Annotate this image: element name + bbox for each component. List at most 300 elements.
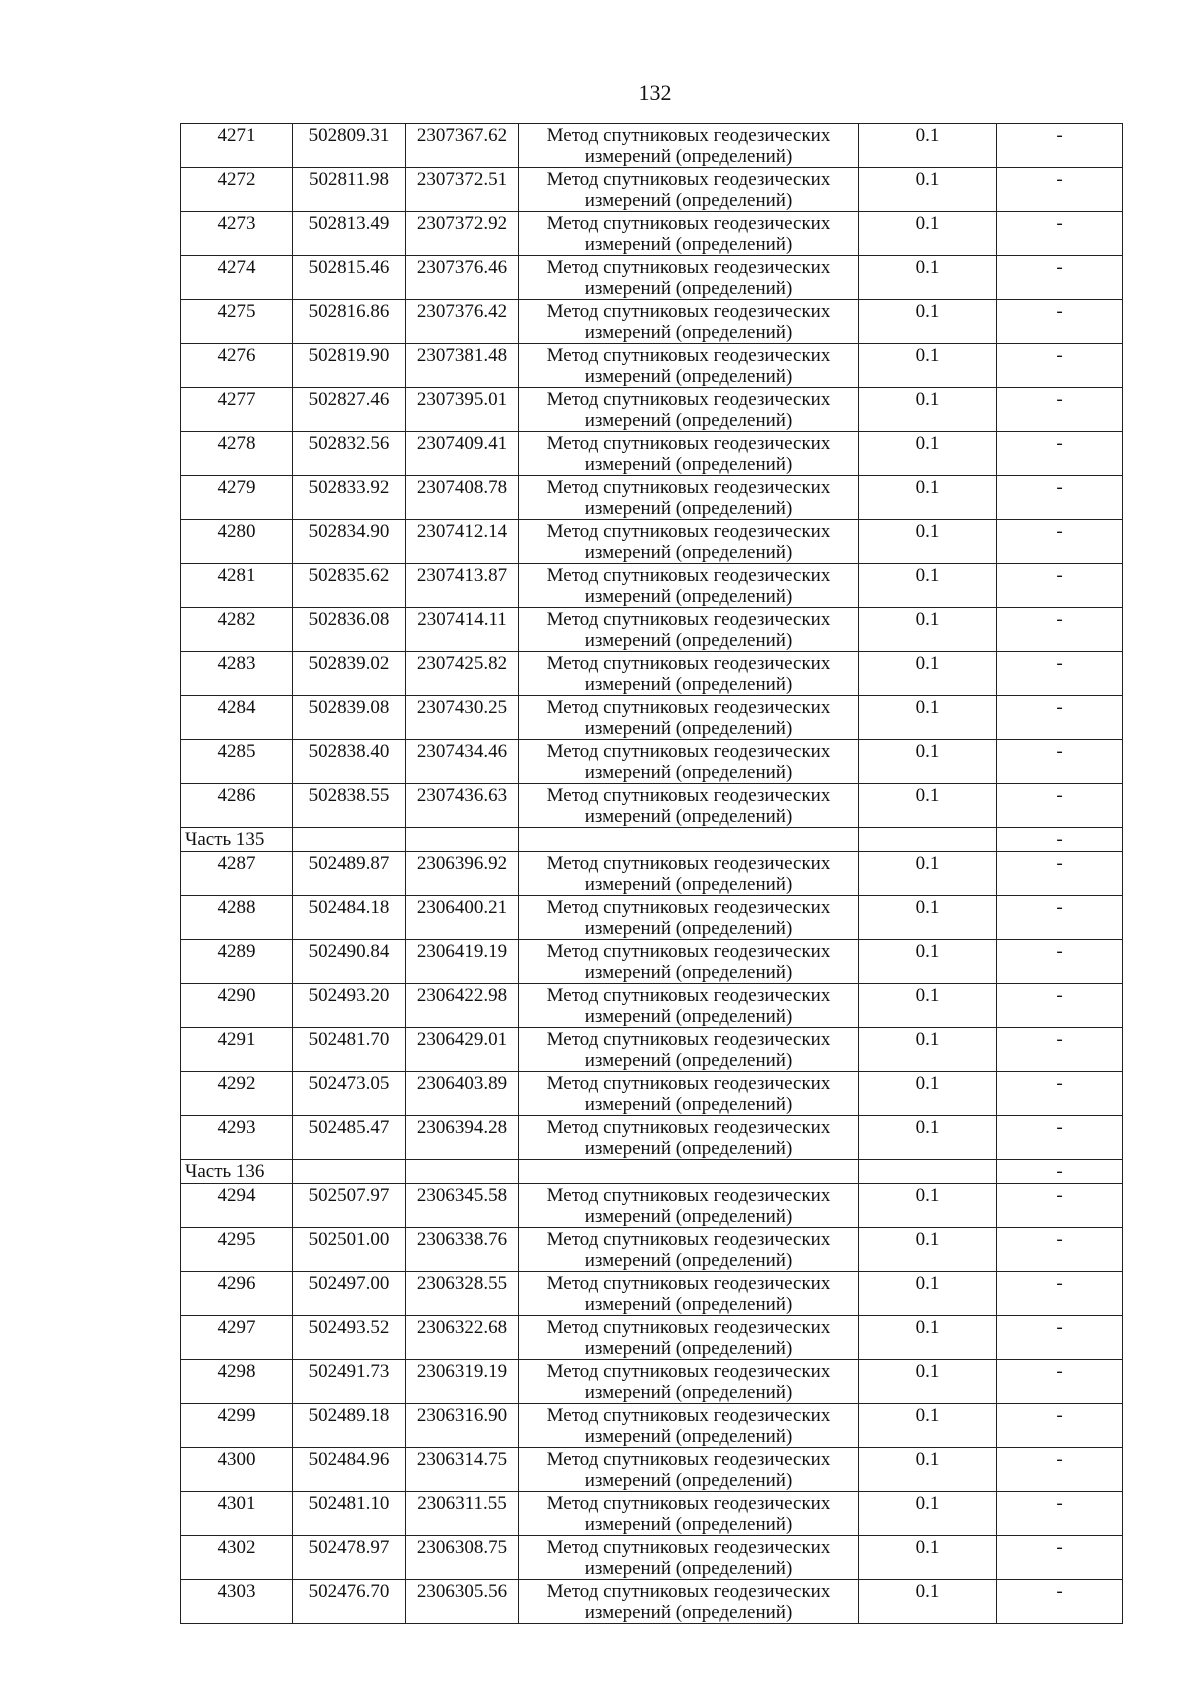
empty-cell — [859, 1160, 997, 1184]
method-cell — [519, 432, 859, 476]
y-coordinate-cell: 2307413.87 — [406, 564, 519, 608]
description-cell: - — [997, 476, 1123, 520]
method-line-2: измерений (определений) — [584, 918, 793, 939]
accuracy-cell: 0.1 — [859, 984, 997, 1028]
point-number-cell: 4281 — [181, 564, 293, 608]
point-number-cell: 4272 — [181, 168, 293, 212]
accuracy-cell: 0.1 — [859, 896, 997, 940]
y-coordinate-cell: 2307376.42 — [406, 300, 519, 344]
description-cell: - — [997, 1116, 1123, 1160]
table-row — [181, 388, 1123, 432]
point-number-cell: 4288 — [181, 896, 293, 940]
method-line-1: Метод спутниковых геодезических — [546, 1229, 831, 1250]
method-line-1: Метод спутниковых геодезических — [546, 1581, 831, 1602]
y-coordinate-cell: 2307367.62 — [406, 124, 519, 168]
y-coordinate-cell: 2306396.92 — [406, 852, 519, 896]
x-coordinate-cell: 502811.98 — [293, 168, 406, 212]
method-line-1: Метод спутниковых геодезических — [546, 609, 831, 630]
point-number-cell: 4291 — [181, 1028, 293, 1072]
y-coordinate-cell: 2306429.01 — [406, 1028, 519, 1072]
method-cell — [519, 1272, 859, 1316]
accuracy-cell: 0.1 — [859, 740, 997, 784]
x-coordinate-cell: 502507.97 — [293, 1184, 406, 1228]
method-cell — [519, 896, 859, 940]
method-line-1: Метод спутниковых геодезических — [546, 1537, 831, 1558]
x-coordinate-cell: 502493.52 — [293, 1316, 406, 1360]
table-row — [181, 1116, 1123, 1160]
y-coordinate-cell: 2306422.98 — [406, 984, 519, 1028]
method-line-2: измерений (определений) — [584, 410, 793, 431]
y-coordinate-cell: 2307381.48 — [406, 344, 519, 388]
accuracy-cell: 0.1 — [859, 564, 997, 608]
x-coordinate-cell: 502501.00 — [293, 1228, 406, 1272]
method-line-2: измерений (определений) — [584, 234, 793, 255]
point-number-cell: 4273 — [181, 212, 293, 256]
method-line-1: Метод спутниковых геодезических — [546, 785, 831, 806]
part-header-row — [181, 828, 1123, 852]
description-cell: - — [997, 696, 1123, 740]
table-row — [181, 168, 1123, 212]
accuracy-cell: 0.1 — [859, 256, 997, 300]
accuracy-cell: 0.1 — [859, 1448, 997, 1492]
accuracy-cell: 0.1 — [859, 432, 997, 476]
accuracy-cell: 0.1 — [859, 344, 997, 388]
accuracy-cell: 0.1 — [859, 520, 997, 564]
method-line-2: измерений (определений) — [584, 630, 793, 651]
method-line-2: измерений (определений) — [584, 586, 793, 607]
y-coordinate-cell: 2306328.55 — [406, 1272, 519, 1316]
accuracy-cell: 0.1 — [859, 1360, 997, 1404]
y-coordinate-cell: 2306400.21 — [406, 896, 519, 940]
method-line-2: измерений (определений) — [584, 498, 793, 519]
point-number-cell: 4287 — [181, 852, 293, 896]
accuracy-cell: 0.1 — [859, 940, 997, 984]
x-coordinate-cell: 502490.84 — [293, 940, 406, 984]
point-number-cell: 4277 — [181, 388, 293, 432]
method-line-2: измерений (определений) — [584, 1426, 793, 1447]
method-line-1: Метод спутниковых геодезических — [546, 1493, 831, 1514]
part-label: Часть 135 — [181, 828, 293, 852]
description-cell: - — [997, 1072, 1123, 1116]
y-coordinate-cell: 2307412.14 — [406, 520, 519, 564]
description-cell: - — [997, 852, 1123, 896]
method-cell — [519, 1580, 859, 1624]
method-line-1: Метод спутниковых геодезических — [546, 345, 831, 366]
method-cell — [519, 1228, 859, 1272]
x-coordinate-cell: 502827.46 — [293, 388, 406, 432]
x-coordinate-cell: 502813.49 — [293, 212, 406, 256]
method-line-2: измерений (определений) — [584, 1206, 793, 1227]
accuracy-cell: 0.1 — [859, 388, 997, 432]
point-number-cell: 4294 — [181, 1184, 293, 1228]
method-cell — [519, 300, 859, 344]
x-coordinate-cell: 502476.70 — [293, 1580, 406, 1624]
y-coordinate-cell: 2307395.01 — [406, 388, 519, 432]
description-cell: - — [997, 1492, 1123, 1536]
coordinates-table — [180, 123, 1123, 1624]
method-cell — [519, 740, 859, 784]
method-line-1: Метод спутниковых геодезических — [546, 1449, 831, 1470]
method-line-1: Метод спутниковых геодезических — [546, 389, 831, 410]
table-row — [181, 784, 1123, 828]
point-number-cell: 4296 — [181, 1272, 293, 1316]
x-coordinate-cell: 502816.86 — [293, 300, 406, 344]
description-cell: - — [997, 984, 1123, 1028]
method-cell — [519, 1072, 859, 1116]
description-cell: - — [997, 1272, 1123, 1316]
method-line-1: Метод спутниковых геодезических — [546, 477, 831, 498]
table-row — [181, 344, 1123, 388]
table-row — [181, 940, 1123, 984]
point-number-cell: 4297 — [181, 1316, 293, 1360]
empty-cell — [293, 1160, 406, 1184]
accuracy-cell: 0.1 — [859, 696, 997, 740]
table-row — [181, 896, 1123, 940]
x-coordinate-cell: 502489.87 — [293, 852, 406, 896]
table-row — [181, 1184, 1123, 1228]
point-number-cell: 4280 — [181, 520, 293, 564]
y-coordinate-cell: 2306308.75 — [406, 1536, 519, 1580]
description-cell: - — [997, 300, 1123, 344]
method-cell — [519, 1360, 859, 1404]
method-cell — [519, 652, 859, 696]
x-coordinate-cell: 502839.02 — [293, 652, 406, 696]
method-line-1: Метод спутниковых геодезических — [546, 853, 831, 874]
x-coordinate-cell: 502484.96 — [293, 1448, 406, 1492]
table-row — [181, 300, 1123, 344]
accuracy-cell: 0.1 — [859, 476, 997, 520]
description-cell: - — [997, 1360, 1123, 1404]
point-number-cell: 4292 — [181, 1072, 293, 1116]
y-coordinate-cell: 2306316.90 — [406, 1404, 519, 1448]
method-line-1: Метод спутниковых геодезических — [546, 653, 831, 674]
description-cell: - — [997, 256, 1123, 300]
method-line-1: Метод спутниковых геодезических — [546, 213, 831, 234]
x-coordinate-cell: 502489.18 — [293, 1404, 406, 1448]
method-line-2: измерений (определений) — [584, 1602, 793, 1623]
method-line-1: Метод спутниковых геодезических — [546, 521, 831, 542]
point-number-cell: 4289 — [181, 940, 293, 984]
point-number-cell: 4301 — [181, 1492, 293, 1536]
y-coordinate-cell: 2307376.46 — [406, 256, 519, 300]
method-line-2: измерений (определений) — [584, 806, 793, 827]
y-coordinate-cell: 2306305.56 — [406, 1580, 519, 1624]
method-cell — [519, 1448, 859, 1492]
method-cell — [519, 1184, 859, 1228]
point-number-cell: 4284 — [181, 696, 293, 740]
x-coordinate-cell: 502815.46 — [293, 256, 406, 300]
y-coordinate-cell: 2307372.92 — [406, 212, 519, 256]
accuracy-cell: 0.1 — [859, 1228, 997, 1272]
description-cell: - — [997, 1536, 1123, 1580]
x-coordinate-cell: 502832.56 — [293, 432, 406, 476]
point-number-cell: 4298 — [181, 1360, 293, 1404]
accuracy-cell: 0.1 — [859, 124, 997, 168]
description-cell: - — [997, 1028, 1123, 1072]
table-row — [181, 1272, 1123, 1316]
part-label: Часть 136 — [181, 1160, 293, 1184]
coordinates-table-body — [181, 124, 1123, 1624]
y-coordinate-cell: 2307430.25 — [406, 696, 519, 740]
method-line-2: измерений (определений) — [584, 146, 793, 167]
method-cell — [519, 564, 859, 608]
method-line-2: измерений (определений) — [584, 1470, 793, 1491]
method-cell — [519, 1116, 859, 1160]
accuracy-cell: 0.1 — [859, 652, 997, 696]
description-cell: - — [997, 432, 1123, 476]
accuracy-cell: 0.1 — [859, 1492, 997, 1536]
description-cell: - — [997, 1316, 1123, 1360]
description-cell: - — [997, 828, 1123, 852]
method-cell — [519, 696, 859, 740]
point-number-cell: 4299 — [181, 1404, 293, 1448]
method-line-2: измерений (определений) — [584, 1338, 793, 1359]
method-line-1: Метод спутниковых геодезических — [546, 1117, 831, 1138]
empty-cell — [519, 828, 859, 852]
description-cell: - — [997, 1448, 1123, 1492]
method-cell — [519, 168, 859, 212]
x-coordinate-cell: 502481.70 — [293, 1028, 406, 1072]
y-coordinate-cell: 2307408.78 — [406, 476, 519, 520]
method-line-1: Метод спутниковых геодезических — [546, 257, 831, 278]
table-row — [181, 1316, 1123, 1360]
y-coordinate-cell: 2306419.19 — [406, 940, 519, 984]
x-coordinate-cell: 502491.73 — [293, 1360, 406, 1404]
description-cell: - — [997, 652, 1123, 696]
x-coordinate-cell: 502485.47 — [293, 1116, 406, 1160]
description-cell: - — [997, 564, 1123, 608]
accuracy-cell: 0.1 — [859, 1072, 997, 1116]
table-row — [181, 1028, 1123, 1072]
accuracy-cell: 0.1 — [859, 784, 997, 828]
method-cell — [519, 256, 859, 300]
description-cell: - — [997, 740, 1123, 784]
method-line-1: Метод спутниковых геодезических — [546, 985, 831, 1006]
method-line-2: измерений (определений) — [584, 542, 793, 563]
x-coordinate-cell: 502493.20 — [293, 984, 406, 1028]
table-row — [181, 1072, 1123, 1116]
x-coordinate-cell: 502809.31 — [293, 124, 406, 168]
accuracy-cell: 0.1 — [859, 608, 997, 652]
accuracy-cell: 0.1 — [859, 1404, 997, 1448]
method-cell — [519, 940, 859, 984]
table-row — [181, 1580, 1123, 1624]
method-line-1: Метод спутниковых геодезических — [546, 565, 831, 586]
description-cell: - — [997, 1184, 1123, 1228]
description-cell: - — [997, 124, 1123, 168]
description-cell: - — [997, 212, 1123, 256]
accuracy-cell: 0.1 — [859, 1272, 997, 1316]
accuracy-cell: 0.1 — [859, 1316, 997, 1360]
method-cell — [519, 1404, 859, 1448]
method-cell — [519, 984, 859, 1028]
x-coordinate-cell: 502838.40 — [293, 740, 406, 784]
method-line-2: измерений (определений) — [584, 962, 793, 983]
point-number-cell: 4286 — [181, 784, 293, 828]
description-cell: - — [997, 1580, 1123, 1624]
x-coordinate-cell: 502497.00 — [293, 1272, 406, 1316]
y-coordinate-cell: 2307425.82 — [406, 652, 519, 696]
empty-cell — [519, 1160, 859, 1184]
method-line-2: измерений (определений) — [584, 1094, 793, 1115]
x-coordinate-cell: 502839.08 — [293, 696, 406, 740]
point-number-cell: 4293 — [181, 1116, 293, 1160]
y-coordinate-cell: 2306345.58 — [406, 1184, 519, 1228]
point-number-cell: 4303 — [181, 1580, 293, 1624]
table-row — [181, 1404, 1123, 1448]
point-number-cell: 4285 — [181, 740, 293, 784]
x-coordinate-cell: 502481.10 — [293, 1492, 406, 1536]
y-coordinate-cell: 2306403.89 — [406, 1072, 519, 1116]
method-line-1: Метод спутниковых геодезических — [546, 1185, 831, 1206]
point-number-cell: 4275 — [181, 300, 293, 344]
method-line-1: Метод спутниковых геодезических — [546, 1273, 831, 1294]
x-coordinate-cell: 502484.18 — [293, 896, 406, 940]
method-line-2: измерений (определений) — [584, 718, 793, 739]
method-line-2: измерений (определений) — [584, 190, 793, 211]
method-line-2: измерений (определений) — [584, 322, 793, 343]
point-number-cell: 4290 — [181, 984, 293, 1028]
table-row — [181, 1360, 1123, 1404]
accuracy-cell: 0.1 — [859, 168, 997, 212]
y-coordinate-cell: 2307436.63 — [406, 784, 519, 828]
y-coordinate-cell: 2306338.76 — [406, 1228, 519, 1272]
empty-cell — [859, 828, 997, 852]
table-row — [181, 608, 1123, 652]
part-header-row — [181, 1160, 1123, 1184]
table-row — [181, 740, 1123, 784]
method-cell — [519, 520, 859, 564]
description-cell: - — [997, 520, 1123, 564]
method-cell — [519, 1536, 859, 1580]
description-cell: - — [997, 608, 1123, 652]
point-number-cell: 4302 — [181, 1536, 293, 1580]
method-cell — [519, 212, 859, 256]
accuracy-cell: 0.1 — [859, 1184, 997, 1228]
method-line-2: измерений (определений) — [584, 674, 793, 695]
table-row — [181, 1492, 1123, 1536]
y-coordinate-cell: 2306322.68 — [406, 1316, 519, 1360]
method-cell — [519, 608, 859, 652]
description-cell: - — [997, 1160, 1123, 1184]
method-line-1: Метод спутниковых геодезических — [546, 1405, 831, 1426]
accuracy-cell: 0.1 — [859, 1116, 997, 1160]
accuracy-cell: 0.1 — [859, 300, 997, 344]
x-coordinate-cell: 502833.92 — [293, 476, 406, 520]
method-cell — [519, 1028, 859, 1072]
method-line-2: измерений (определений) — [584, 1050, 793, 1071]
x-coordinate-cell: 502473.05 — [293, 1072, 406, 1116]
accuracy-cell: 0.1 — [859, 852, 997, 896]
y-coordinate-cell: 2306311.55 — [406, 1492, 519, 1536]
method-line-2: измерений (определений) — [584, 1006, 793, 1027]
method-cell — [519, 1316, 859, 1360]
table-row — [181, 984, 1123, 1028]
point-number-cell: 4295 — [181, 1228, 293, 1272]
table-row — [181, 696, 1123, 740]
method-line-2: измерений (определений) — [584, 1558, 793, 1579]
method-line-2: измерений (определений) — [584, 1250, 793, 1271]
method-line-1: Метод спутниковых геодезических — [546, 697, 831, 718]
method-line-1: Метод спутниковых геодезических — [546, 169, 831, 190]
table-row — [181, 852, 1123, 896]
method-line-2: измерений (определений) — [584, 762, 793, 783]
description-cell: - — [997, 168, 1123, 212]
y-coordinate-cell: 2307372.51 — [406, 168, 519, 212]
point-number-cell: 4278 — [181, 432, 293, 476]
point-number-cell: 4283 — [181, 652, 293, 696]
x-coordinate-cell: 502836.08 — [293, 608, 406, 652]
point-number-cell: 4282 — [181, 608, 293, 652]
table-row — [181, 256, 1123, 300]
y-coordinate-cell: 2306394.28 — [406, 1116, 519, 1160]
method-cell — [519, 476, 859, 520]
method-line-2: измерений (определений) — [584, 1382, 793, 1403]
y-coordinate-cell: 2307414.11 — [406, 608, 519, 652]
accuracy-cell: 0.1 — [859, 1580, 997, 1624]
x-coordinate-cell: 502478.97 — [293, 1536, 406, 1580]
method-line-1: Метод спутниковых геодезических — [546, 941, 831, 962]
method-line-1: Метод спутниковых геодезических — [546, 1361, 831, 1382]
page-number: 132 — [638, 80, 672, 105]
table-row — [181, 476, 1123, 520]
method-cell — [519, 784, 859, 828]
table-row — [181, 652, 1123, 696]
method-line-2: измерений (определений) — [584, 1138, 793, 1159]
point-number-cell: 4274 — [181, 256, 293, 300]
method-line-1: Метод спутниковых геодезических — [546, 1029, 831, 1050]
x-coordinate-cell: 502835.62 — [293, 564, 406, 608]
description-cell: - — [997, 388, 1123, 432]
empty-cell — [406, 1160, 519, 1184]
x-coordinate-cell: 502838.55 — [293, 784, 406, 828]
y-coordinate-cell: 2306319.19 — [406, 1360, 519, 1404]
table-row — [181, 1536, 1123, 1580]
point-number-cell: 4300 — [181, 1448, 293, 1492]
method-cell — [519, 344, 859, 388]
x-coordinate-cell: 502819.90 — [293, 344, 406, 388]
description-cell: - — [997, 784, 1123, 828]
y-coordinate-cell: 2307409.41 — [406, 432, 519, 476]
y-coordinate-cell: 2307434.46 — [406, 740, 519, 784]
table-row — [181, 1228, 1123, 1272]
method-line-1: Метод спутниковых геодезических — [546, 125, 831, 146]
empty-cell — [293, 828, 406, 852]
method-line-1: Метод спутниковых геодезических — [546, 741, 831, 762]
method-cell — [519, 388, 859, 432]
description-cell: - — [997, 1404, 1123, 1448]
point-number-cell: 4276 — [181, 344, 293, 388]
point-number-cell: 4279 — [181, 476, 293, 520]
y-coordinate-cell: 2306314.75 — [406, 1448, 519, 1492]
method-cell — [519, 852, 859, 896]
table-row — [181, 432, 1123, 476]
description-cell: - — [997, 896, 1123, 940]
method-line-2: измерений (определений) — [584, 366, 793, 387]
description-cell: - — [997, 1228, 1123, 1272]
empty-cell — [406, 828, 519, 852]
description-cell: - — [997, 940, 1123, 984]
method-line-1: Метод спутниковых геодезических — [546, 897, 831, 918]
method-line-1: Метод спутниковых геодезических — [546, 1317, 831, 1338]
method-line-1: Метод спутниковых геодезических — [546, 301, 831, 322]
method-line-2: измерений (определений) — [584, 278, 793, 299]
accuracy-cell: 0.1 — [859, 1028, 997, 1072]
method-line-1: Метод спутниковых геодезических — [546, 1073, 831, 1094]
method-line-2: измерений (определений) — [584, 454, 793, 475]
table-row — [181, 1448, 1123, 1492]
table-row — [181, 564, 1123, 608]
